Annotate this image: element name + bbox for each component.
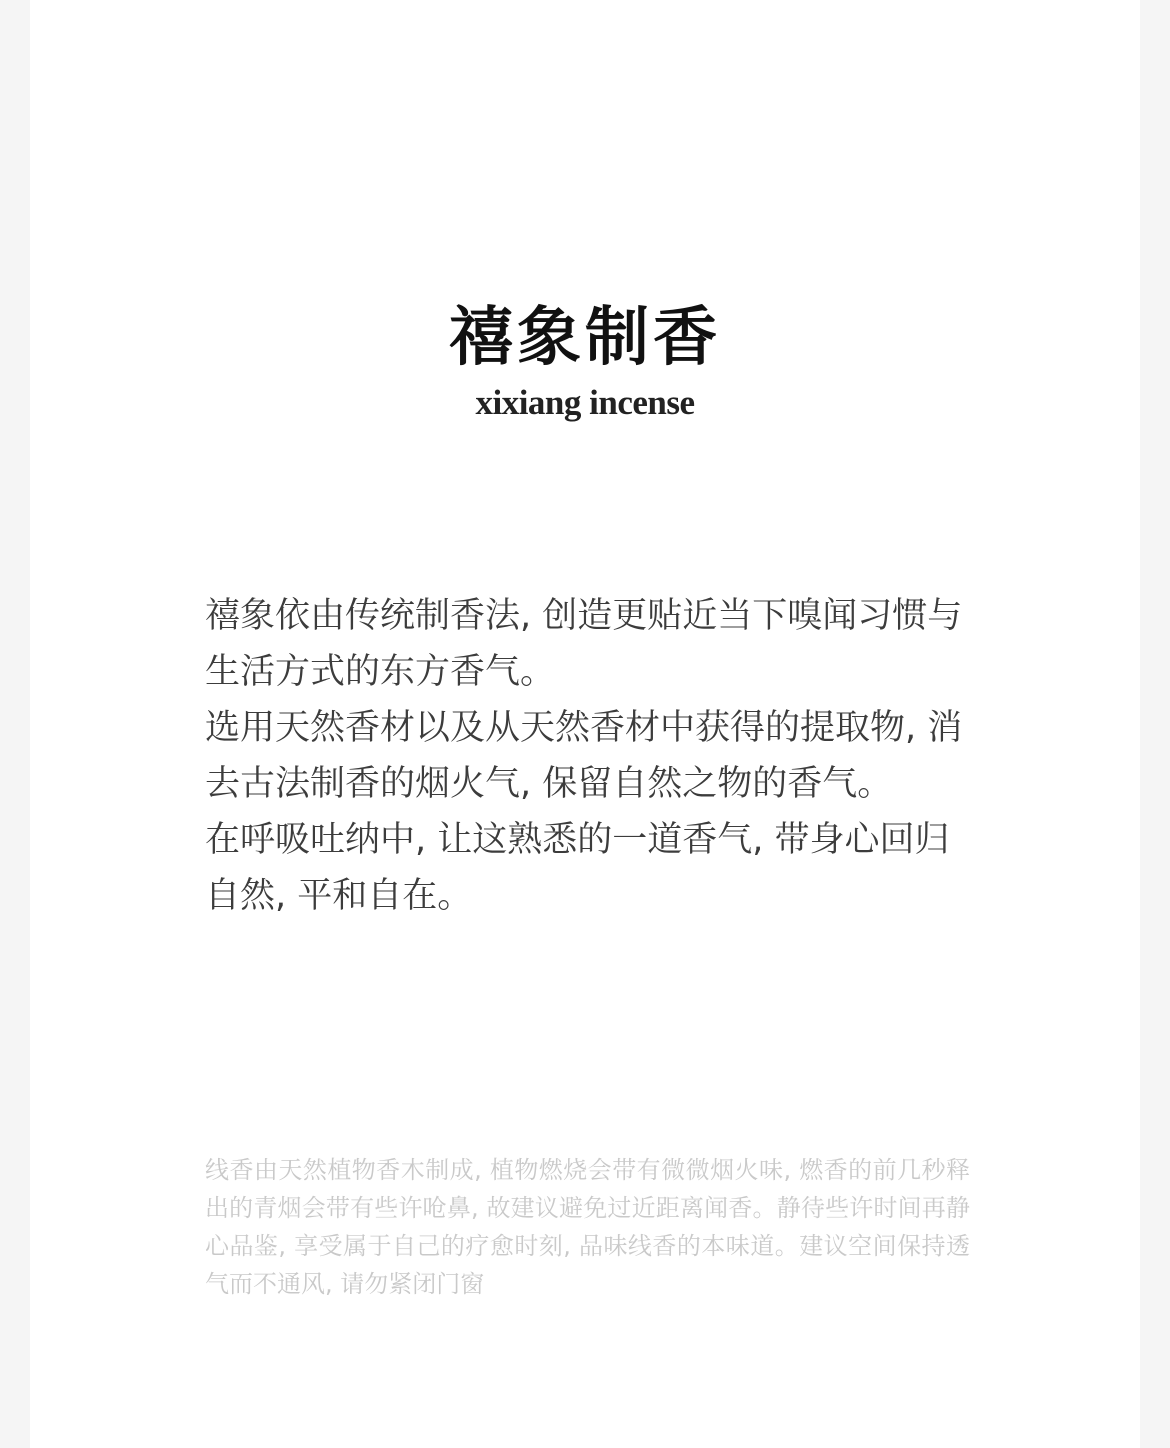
intro-paragraph: 选用天然香材以及从天然香材中获得的提取物, 消去古法制香的烟火气, 保留自然之物的香气。 [205, 708, 963, 804]
intro-text [205, 588, 970, 924]
usage-note: 线香由天然植物香木制成, 植物燃烧会带有微微烟火味, 燃香的前几秒释出的青烟会带有些许呛鼻, 故建议避免过近距离闻香。静待些许时间再静心品鉴, 享受属于自己的疗愈时刻, 品味线香的本味道。建议空间保持透气而不通风, 请勿紧闭门窗 [205, 1156, 970, 1298]
intro-paragraph: 在呼吸吐纳中, 让这熟悉的一道香气, 带身心回归自然, 平和自在。 [205, 820, 950, 916]
brand-title: 禧象制香 [449, 300, 721, 375]
intro-paragraph: 禧象依由传统制香法, 创造更贴近当下嗅闻习惯与生活方式的东方香气。 [205, 596, 963, 692]
product-detail-page [30, 0, 1140, 1448]
brand-subtitle: xixiang incense [475, 383, 695, 422]
